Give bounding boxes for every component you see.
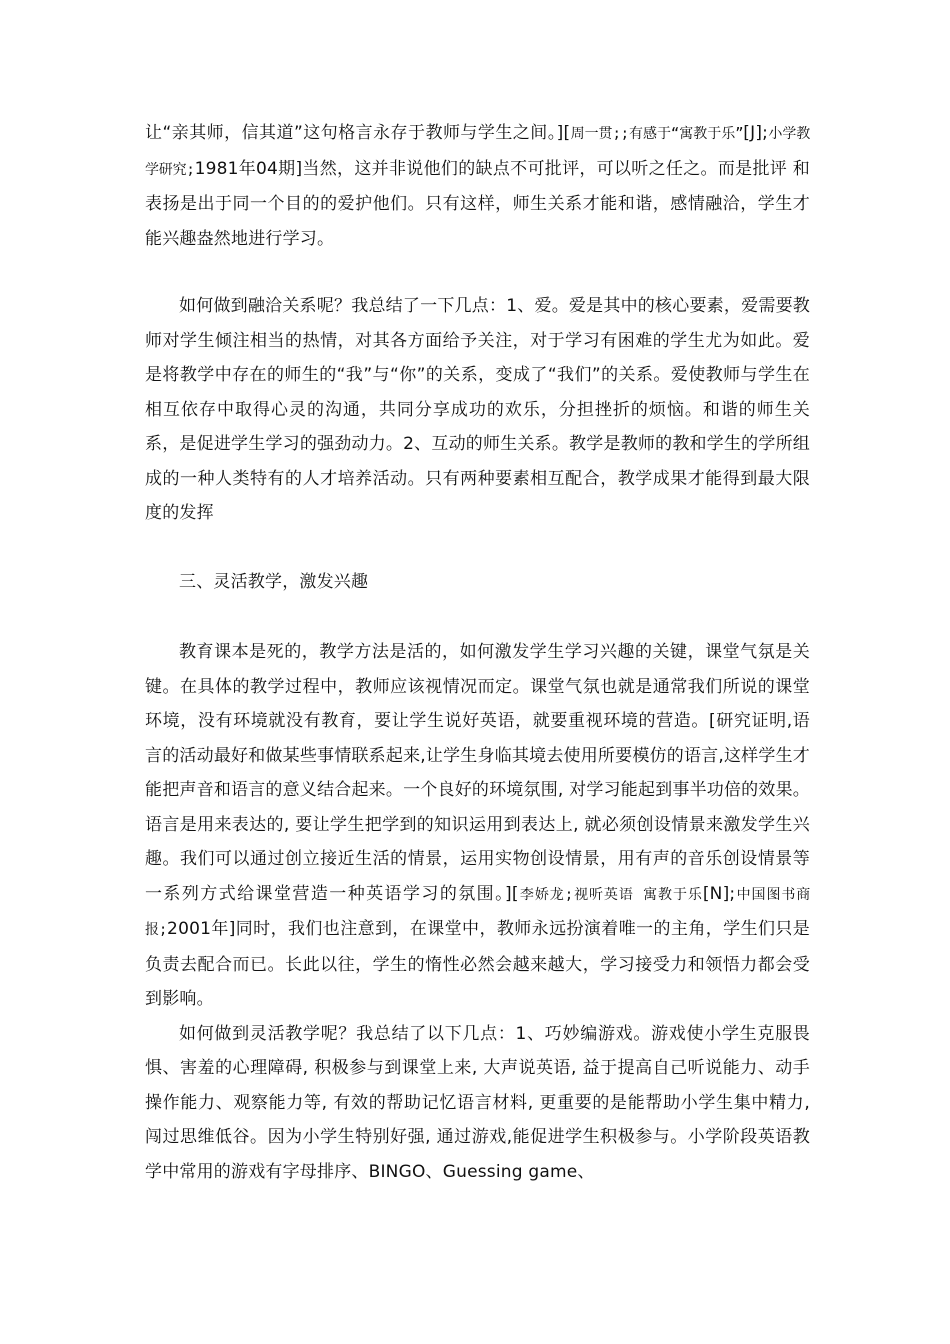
p1-text-c: 1981年04期]当然，这并非说他们的缺点不可批评，可以听之任之。而是批评 和表扬是出于同一个目的的爱护他们。只有这样，师生关系才能和谐，感情融洽，学生才能兴趣盎然地进行学习。 <box>145 158 810 249</box>
p1-text-a: 让“亲其师，信其道”这句格言永存于教师与学生之间。][ <box>145 123 571 143</box>
paragraph-2-text: 如何做到融洽关系呢？我总结了一下几点：1、爱。爱是其中的核心要素，爱需要教师对学生倾注相当的热情，对其各方面给予关注，对于学习有困难的学生尤为如此。爱是将教学中存在的师生的“我”与“你”的关系，变成了“我们”的关系。爱使教师与学生在相互依存中取得心灵的沟通，共同分享成功的欢乐，分担挫折的烦恼。和谐的师生关系，是促进学生学习的强劲动力。2、互动的师生关系。教学是教师的教和学生的学所组成的一种人类特有的人才培养活动。只有两种要素相互配合，教学成果才能得到最大限度的发挥 <box>145 296 810 523</box>
p4-text-b: [N]; <box>702 883 736 904</box>
paragraph-5-text: 如何做到灵活教学呢？我总结了以下几点：1、巧妙编游戏。游戏使小学生克服畏惧、害羞的心理障碍, 积极参与到课堂上来, 大声说英语, 益于提高自己听说能力、动手操作能力、观察能力等, 有效的帮助记忆语言材料, 更重要的是能帮助小学生集中精力, 闯过思维低谷。因为小学生特别好强, 通过游戏,能促进学生积极参与。小学阶段英语教学中常用的游戏有字母排序、BINGO、Guessing game、 <box>145 1023 810 1182</box>
section-heading <box>145 565 810 600</box>
p4-text-a: 教育课本是死的，教学方法是活的，如何激发学生学习兴趣的关键，课堂气氛是关键。在具体的教学过程中，教师应该视情况而定。课堂气氛也就是通常我们所说的课堂环境，没有环境就没有教育，要让学生说好英语，就要重视环境的营造。[研究证明,语言的活动最好和做某些事情联系起来,让学生身临其境去使用所要模仿的语言,这样学生才能把声音和语言的意义结合起来。一个良好的环境氛围, 对学习能起到事半功倍的效果。语言是用来表达的, 要让学生把学到的知识运用到表达上, 就必须创设情景来激发学生兴趣。我们可以通过创立接近生活的情景，运用实物创设情景，用有声的音乐创设情景等一系列方式给课堂营造一种英语学习的氛围。][ <box>145 642 810 904</box>
paragraph-4-text <box>145 635 810 1017</box>
p4-text-c: 2001年]同时，我们也注意到，在课堂中，教师永远扮演着唯一的主角，学生们只是负责去配合而已。长此以往，学生的惰性必然会越来越大，学习接受力和领悟力都会受到影响。 <box>145 919 810 1009</box>
section-heading-text: 三、灵活教学，激发兴趣 <box>179 572 369 592</box>
p1-citation-journal: 小学教学研究; <box>145 126 810 178</box>
p1-text-b: [J]; <box>743 123 769 143</box>
paragraph-1 <box>145 116 810 256</box>
paragraph-2 <box>145 289 810 531</box>
paragraph-1-text <box>145 116 810 256</box>
p1-citation-author: 周一贯;;有感于“寓教于乐” <box>570 126 744 142</box>
paragraph-4-group <box>145 635 810 1189</box>
p4-citation-author: 李娇龙;视听英语 寓教于乐 <box>518 886 703 903</box>
p4-citation-source: 中国图书商报; <box>145 886 810 938</box>
